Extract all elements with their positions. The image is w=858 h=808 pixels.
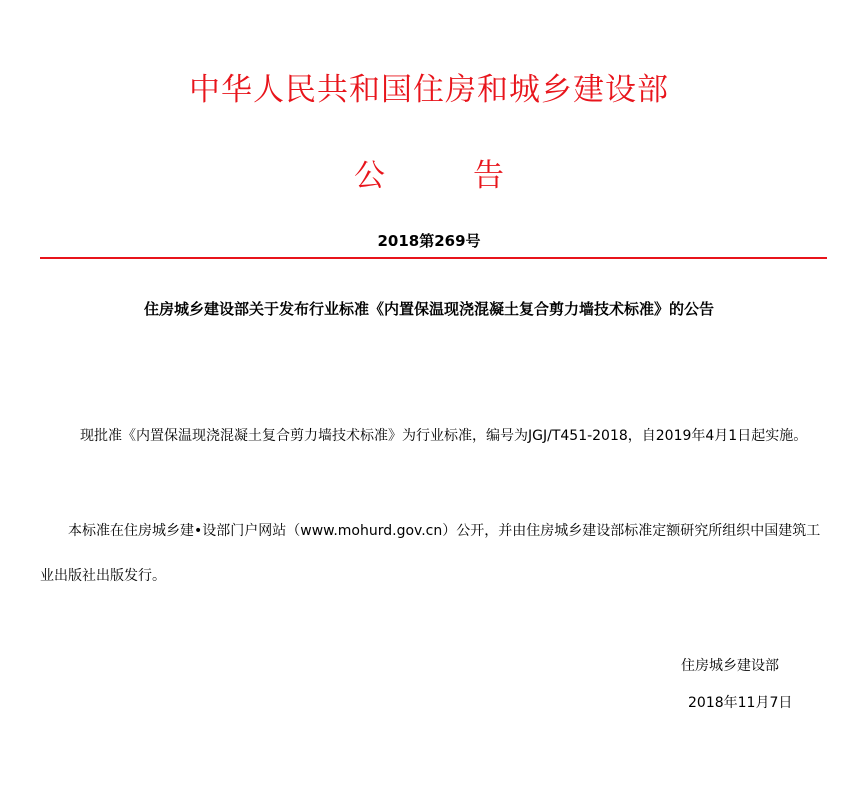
notice-char-gao: 告 (473, 158, 504, 194)
ministry-header: 中华人民共和国住房和城乡建设部 (189, 72, 669, 108)
document-number: 2018第269号 (377, 232, 481, 250)
signature-issuer: 住房城乡建设部 (681, 658, 779, 674)
notice-heading (0, 150, 858, 195)
notice-char-gong: 公 (354, 158, 385, 194)
document-title: 住房城乡建设部关于发布行业标准《内置保温现浇混凝土复合剪力墙技术标准》的公告 (143, 300, 714, 318)
body-paragraph-approval: 现批准《内置保温现浇混凝土复合剪力墙技术标准》为行业标准，编号为JGJ/T451-2018，自2019年4月1日起实施。 (80, 428, 808, 444)
red-divider (40, 257, 827, 259)
signature-date: 2018年11月7日 (688, 695, 793, 711)
body-paragraph-publication: 本标准在住房城乡建•设部门户网站（www.mohurd.gov.cn）公开，并由住房城乡建设部标准定额研究所组织中国建筑工业出版社出版发行。 (40, 523, 821, 584)
